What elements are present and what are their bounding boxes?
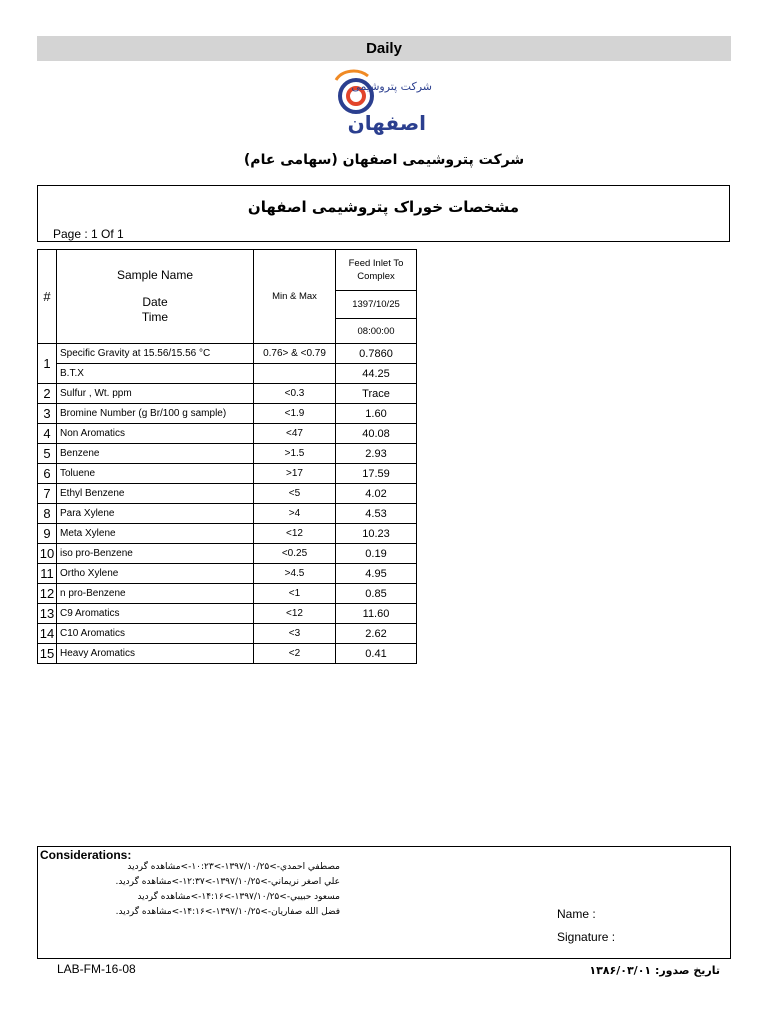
time-label: Time: [141, 310, 169, 324]
min-max-range: >4: [254, 504, 336, 524]
parameter-name: iso pro-Benzene: [57, 544, 254, 564]
considerations-title: Considerations:: [40, 848, 132, 862]
table-row: [38, 544, 417, 564]
sample-time: 08:00:00: [336, 319, 417, 344]
considerations-box: [37, 846, 731, 959]
parameter-name: Ortho Xylene: [57, 564, 254, 584]
parameter-name: Non Aromatics: [57, 424, 254, 444]
table-row: [38, 484, 417, 504]
row-number: 14: [38, 624, 57, 644]
parameter-name: Para Xylene: [57, 504, 254, 524]
min-max-range: <2: [254, 644, 336, 664]
table-row: [38, 364, 417, 384]
minmax-header: Min & Max: [254, 250, 336, 344]
signature-label: Signature :: [557, 930, 616, 944]
result-value: 2.93: [336, 444, 417, 464]
parameter-name: C9 Aromatics: [57, 604, 254, 624]
company-logo: [328, 66, 440, 144]
result-value: 17.59: [336, 464, 417, 484]
result-value: 0.19: [336, 544, 417, 564]
result-value: 1.60: [336, 404, 417, 424]
min-max-range: <47: [254, 424, 336, 444]
row-number: 10: [38, 544, 57, 564]
table-row: [38, 624, 417, 644]
row-number: 11: [38, 564, 57, 584]
row-number: 6: [38, 464, 57, 484]
consideration-line: مصطفي احمدي->۱۳۹۷/۱۰/۲۵->۱۰:۲۳->مشاهده گرديد: [127, 862, 340, 872]
parameter-name: n pro-Benzene: [57, 584, 254, 604]
row-number: 4: [38, 424, 57, 444]
parameter-name: Sulfur , Wt. ppm: [57, 384, 254, 404]
table-row: [38, 384, 417, 404]
issue-date: تاریخ صدور: ۱۳۸۶/۰۳/۰۱: [589, 964, 720, 977]
table-row: [38, 504, 417, 524]
result-value: 40.08: [336, 424, 417, 444]
min-max-range: <12: [254, 524, 336, 544]
result-value: Trace: [336, 384, 417, 404]
parameter-name: C10 Aromatics: [57, 624, 254, 644]
min-max-range: <5: [254, 484, 336, 504]
table-row: [38, 444, 417, 464]
min-max-range: <1: [254, 584, 336, 604]
result-value: 4.95: [336, 564, 417, 584]
table-row: [38, 464, 417, 484]
row-number: 9: [38, 524, 57, 544]
min-max-range: [254, 364, 336, 384]
row-number: 15: [38, 644, 57, 664]
consideration-line: مسعود حبيبي->۱۳۹۷/۱۰/۲۵->۱۴:۱۶->مشاهده گرديد: [137, 892, 340, 902]
sample-date: 1397/10/25: [336, 291, 417, 319]
table-row: [38, 344, 417, 364]
table-row: [38, 424, 417, 444]
form-code: LAB-FM-16-08: [57, 962, 136, 976]
index-header: #: [38, 250, 57, 344]
row-number: 1: [38, 344, 57, 384]
row-number: 2: [38, 384, 57, 404]
logo-text-main: اصفهان: [347, 111, 426, 135]
sample-column-name: Feed Inlet To Complex: [336, 250, 417, 291]
min-max-range: 0.76> & <0.79: [254, 344, 336, 364]
sample-name-label: Sample Name: [116, 268, 194, 282]
row-number: 3: [38, 404, 57, 424]
result-value: 0.7860: [336, 344, 417, 364]
min-max-range: <12: [254, 604, 336, 624]
result-value: 11.60: [336, 604, 417, 624]
table-row: [38, 524, 417, 544]
min-max-range: <3: [254, 624, 336, 644]
table-row: [38, 404, 417, 424]
parameter-name: B.T.X: [57, 364, 254, 384]
row-number: 7: [38, 484, 57, 504]
result-value: 0.41: [336, 644, 417, 664]
consideration-line: علي اصغر نريماني->۱۳۹۷/۱۰/۲۵->۱۲:۳۷->مشاهده گرديد.: [115, 877, 340, 887]
table-row: [38, 604, 417, 624]
result-value: 2.62: [336, 624, 417, 644]
parameter-name: Toluene: [57, 464, 254, 484]
date-label: Date: [142, 295, 168, 309]
min-max-range: <0.3: [254, 384, 336, 404]
min-max-range: >4.5: [254, 564, 336, 584]
parameter-name: Ethyl Benzene: [57, 484, 254, 504]
table-row: [38, 644, 417, 664]
page-info: Page : 1 Of 1: [53, 227, 124, 241]
result-value: 4.53: [336, 504, 417, 524]
spec-title-box: [37, 185, 730, 242]
result-value: 0.85: [336, 584, 417, 604]
row-number: 8: [38, 504, 57, 524]
consideration-line: فضل الله صفاريان->۱۳۹۷/۱۰/۲۵->۱۴:۱۶->مشاهده گرديد.: [115, 907, 340, 917]
min-max-range: <1.9: [254, 404, 336, 424]
parameter-name: Meta Xylene: [57, 524, 254, 544]
result-value: 10.23: [336, 524, 417, 544]
table-row: [38, 584, 417, 604]
parameter-name: Benzene: [57, 444, 254, 464]
min-max-range: >1.5: [254, 444, 336, 464]
min-max-range: <0.25: [254, 544, 336, 564]
result-value: 4.02: [336, 484, 417, 504]
parameter-name: Specific Gravity at 15.56/15.56 °C: [57, 344, 254, 364]
row-number: 12: [38, 584, 57, 604]
sample-header: [57, 250, 254, 344]
name-label: Name :: [557, 907, 596, 921]
parameter-name: Heavy Aromatics: [57, 644, 254, 664]
company-name: شرکت پتروشیمی اصفهان (سهامی عام): [243, 152, 525, 168]
spec-title: مشخصات خوراک پتروشیمی اصفهان: [247, 198, 520, 216]
min-max-range: >17: [254, 464, 336, 484]
parameter-name: Bromine Number (g Br/100 g sample): [57, 404, 254, 424]
table-row: [38, 564, 417, 584]
report-type-header: Daily: [37, 36, 731, 61]
logo-text-top: شرکت پتروشیمی: [351, 80, 432, 93]
results-table: [37, 249, 417, 664]
row-number: 13: [38, 604, 57, 624]
row-number: 5: [38, 444, 57, 464]
result-value: 44.25: [336, 364, 417, 384]
